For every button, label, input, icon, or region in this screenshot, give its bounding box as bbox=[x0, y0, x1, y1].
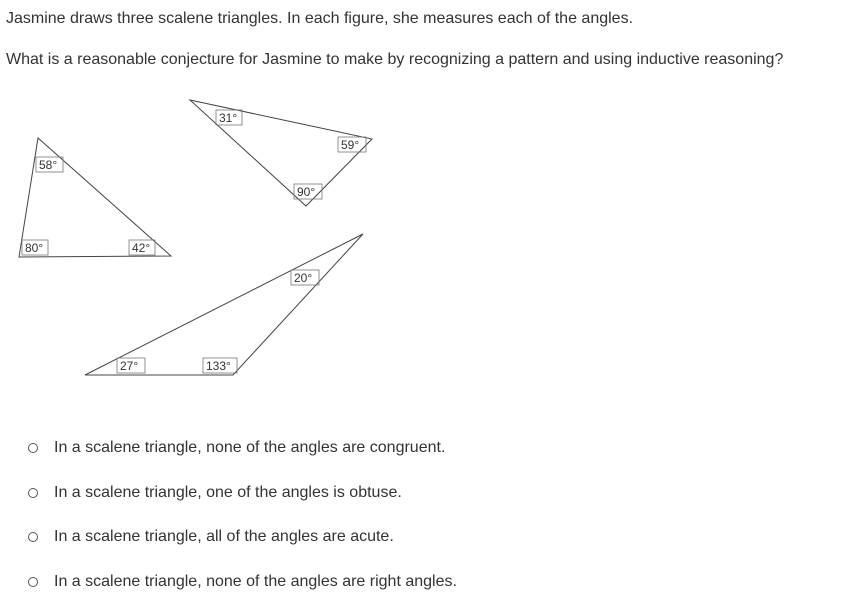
angle-label: 42° bbox=[132, 241, 151, 255]
triangle-top-right-shape bbox=[190, 100, 372, 206]
triangle-top-right bbox=[190, 100, 372, 206]
question-intro: Jasmine draws three scalene triangles. In each figure, she measures each of the angles. bbox=[6, 10, 634, 27]
triangle-bottom bbox=[85, 234, 363, 375]
answer-choice-label: In a scalene triangle, all of the angles are acute. bbox=[54, 528, 394, 545]
radio-button[interactable] bbox=[28, 532, 38, 542]
angle-label: 31° bbox=[219, 111, 238, 125]
answer-choice-1[interactable] bbox=[28, 436, 445, 460]
question-prompt: What is a reasonable conjecture for Jasmine to make by recognizing a pattern and using inductive reasoning? bbox=[6, 51, 784, 68]
radio-button[interactable] bbox=[28, 488, 38, 498]
triangle-left-shape bbox=[19, 138, 171, 257]
angle-label: 90° bbox=[297, 185, 316, 199]
answer-choice-label: In a scalene triangle, none of the angles are right angles. bbox=[54, 573, 457, 590]
angle-label: 133° bbox=[206, 359, 231, 373]
angle-label: 27° bbox=[120, 359, 139, 373]
answer-choice-3[interactable] bbox=[28, 525, 394, 549]
angle-label: 59° bbox=[341, 138, 360, 152]
answer-choice-label: In a scalene triangle, one of the angles is obtuse. bbox=[54, 484, 402, 501]
answer-choice-label: In a scalene triangle, none of the angles are congruent. bbox=[54, 439, 446, 456]
triangles-figure bbox=[0, 90, 400, 390]
angle-label: 80° bbox=[25, 241, 44, 255]
angle-label: 20° bbox=[294, 271, 313, 285]
triangle-left bbox=[19, 138, 171, 257]
triangle-bottom-shape bbox=[85, 234, 363, 375]
radio-button[interactable] bbox=[28, 577, 38, 587]
radio-button[interactable] bbox=[28, 443, 38, 453]
answer-choice-4[interactable] bbox=[28, 570, 457, 594]
angle-label: 58° bbox=[39, 158, 58, 172]
answer-choice-2[interactable] bbox=[28, 481, 402, 505]
